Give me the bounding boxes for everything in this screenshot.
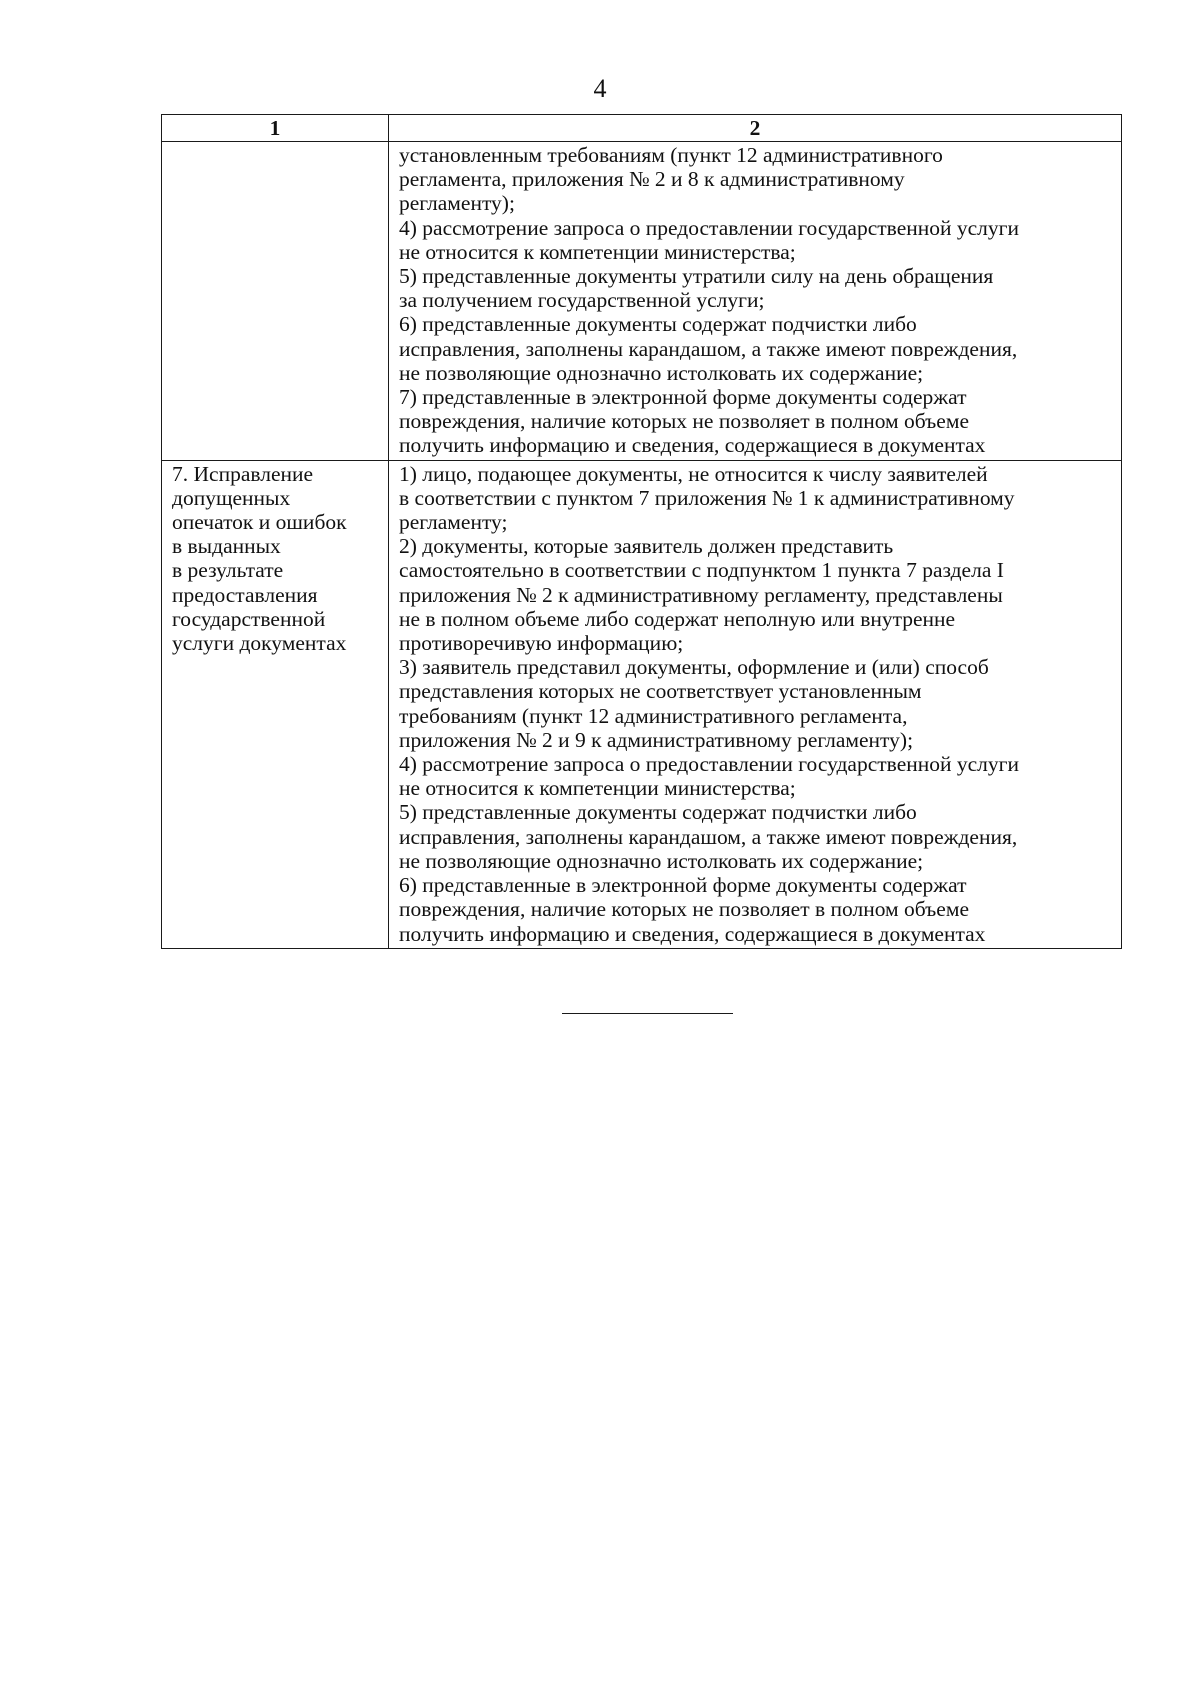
table-row — [162, 460, 1122, 948]
table-body — [162, 142, 1122, 949]
end-separator-line — [562, 1013, 733, 1014]
row-1-col-2-text: установленным требованиям (пункт 12 административного регламента, приложения № 2 и 8 к административному регламенту); 4) рассмотрение запроса о предоставлении государственной услуги не относится к компетенции министерства; 5) представленные документы утратили силу на день обращения за получением государственной услуги; 6) представленные документы содержат подчистки либо исправления, заполнены карандашом, а также имеют повреждения, не позволяющие однозначно истолковать их содержание; 7) представленные в электронной форме документы содержат повреждения, наличие которых не позволяет в полном объеме получить информацию и сведения, содержащиеся в документах — [399, 143, 1019, 458]
row-1-col-1 — [162, 142, 389, 461]
column-header-1: 1 — [162, 115, 389, 142]
row-1-col-2 — [389, 142, 1122, 461]
table-header — [162, 115, 1122, 142]
row-2-col-1-text: 7. Исправление допущенных опечаток и ошибок в выданных в результате предоставления государственной услуги документах — [172, 461, 347, 656]
row-1-col-1-text — [172, 142, 380, 143]
row-2-col-2-text: 1) лицо, подающее документы, не относится к числу заявителей в соответствии с пунктом 7 приложения № 1 к административному регламенту; 2) документы, которые заявитель должен представить самостоятельно в соответствии с подпунктом 1 пункта 7 раздела I приложения № 2 к административному регламенту, представлены не в полном объеме либо содержат неполную или внутренне противоречивую информацию; 3) заявитель представил документы, оформление и (или) способ представления которых не соответствует установленным требованиям (пункт 12 административного регламента, приложения № 2 и 9 к административному регламенту); 4) рассмотрение запроса о предоставлении государственной услуги не относится к компетенции министерства; 5) представленные документы содержат подчистки либо исправления, заполнены карандашом, а также имеют повреждения, не позволяющие однозначно истолковать их содержание; 6) представленные в электронной форме документы содержат повреждения, наличие которых не позволяет в полном объеме получить информацию и сведения, содержащиеся в документах — [399, 461, 1019, 946]
row-2-col-1 — [162, 460, 389, 948]
document-table — [161, 114, 1122, 949]
row-2-col-2 — [389, 460, 1122, 948]
column-header-2: 2 — [389, 115, 1122, 142]
header-row — [162, 115, 1122, 142]
table-row — [162, 142, 1122, 461]
page-number: 4 — [593, 74, 607, 103]
